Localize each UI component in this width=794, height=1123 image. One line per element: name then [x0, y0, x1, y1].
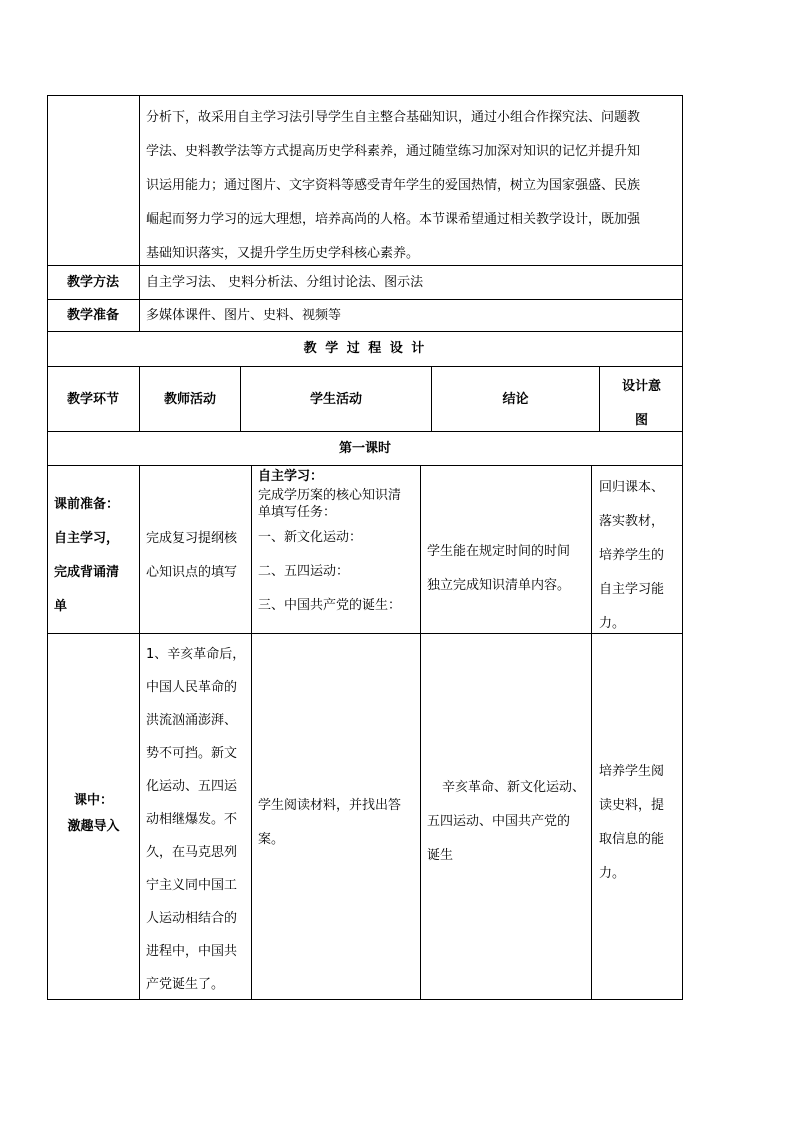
inclass-purpose-line: 培养学生阅 [599, 764, 665, 779]
header-purpose-line: 图 [634, 413, 648, 428]
intro-paragraph [146, 101, 681, 271]
inclass-teacher-line: 动相继爆发。不 [146, 812, 238, 827]
preclass-purpose-line: 落实教材， [599, 514, 665, 529]
intro-line: 学法、史料教学法等方式提高历史学科素养，通过随堂练习加深对知识的记忆并提升知 [146, 144, 641, 159]
inclass-teacher-line: 洪流汹涌澎湃、 [146, 713, 238, 728]
preclass-student-heading: 自主学习： [258, 469, 324, 484]
inclass-teacher-line: 进程中，中国共 [146, 944, 238, 959]
preclass-stage-line: 单 [54, 599, 68, 614]
inclass-student-line: 学生阅读材料，并找出答 [258, 798, 402, 813]
preclass-student-task: 单填写任务： [258, 505, 337, 520]
inclass-student-line: 案。 [258, 832, 285, 847]
header-stage: 教学环节 [47, 367, 140, 432]
intro-label-cell [47, 95, 140, 266]
inclass-stage [47, 788, 140, 840]
preclass-student-item: 一、新文化运动： [258, 530, 363, 545]
intro-line: 崛起而努力学习的远大理想，培养高尚的人格。本节课希望通过相关教学设计，既加强 [146, 212, 641, 227]
method-label: 教学方法 [47, 266, 140, 300]
intro-line: 识运用能力；通过图片、文字资料等感受青年学生的爱国热情，树立为国家强盛、民族 [146, 178, 641, 193]
header-student: 学生活动 [241, 367, 432, 432]
prep-label: 教学准备 [47, 300, 140, 332]
inclass-purpose [599, 755, 681, 891]
inclass-teacher-line: 宁主义同中国工 [146, 878, 238, 893]
prep-value: 多媒体课件、图片、史料、视频等 [146, 308, 342, 323]
inclass-stage-line: 课中： [73, 793, 113, 808]
inclass-purpose-line: 取信息的能 [599, 832, 665, 847]
inclass-conclusion-line: 辛亥革命、新文化运动、 [442, 780, 586, 795]
preclass-purpose-line: 自主学习能 [599, 582, 665, 597]
header-teacher: 教师活动 [140, 367, 241, 432]
preclass-student-task: 完成学历案的核心知识清 [258, 488, 402, 503]
inclass-purpose-line: 力。 [599, 866, 626, 881]
preclass-student-item: 三、中国共产党的诞生： [258, 598, 402, 613]
inclass-purpose-line: 读史料，提 [599, 798, 665, 813]
inclass-student [258, 789, 420, 857]
header-purpose [600, 370, 683, 438]
preclass-purpose-line: 力。 [599, 616, 626, 631]
preclass-student [258, 467, 420, 623]
inclass-conclusion-line: 诞生 [427, 848, 454, 863]
inclass-teacher-line: 产党诞生了。 [146, 977, 225, 992]
header-purpose-line: 设计意 [621, 379, 661, 394]
inclass-teacher-line: 1、辛亥革命后， [146, 647, 246, 662]
preclass-teacher [146, 522, 250, 590]
inclass-teacher-line: 久，在马克思列 [146, 845, 238, 860]
inclass-conclusion-line: 五四运动、中国共产党的 [427, 814, 571, 829]
lesson-title: 第一课时 [47, 432, 683, 466]
preclass-conclusion [427, 535, 591, 603]
inclass-teacher-line: 势不可挡。新文 [146, 746, 238, 761]
preclass-stage [54, 488, 138, 624]
preclass-stage-line: 完成背诵清 [54, 565, 120, 580]
intro-line: 基础知识落实，又提升学生历史学科核心素养。 [146, 246, 420, 261]
header-conclusion: 结论 [432, 367, 600, 432]
preclass-purpose-line: 培养学生的 [599, 548, 665, 563]
preclass-purpose-line: 回归课本、 [599, 480, 665, 495]
method-value: 自主学习法、 史料分析法、分组讨论法、图示法 [146, 275, 424, 290]
preclass-student-item: 二、五四运动： [258, 564, 350, 579]
preclass-stage-line: 自主学习， [54, 531, 120, 546]
inclass-conclusion [427, 771, 591, 873]
intro-line: 分析下，故采用自主学习法引导学生自主整合基础知识，通过小组合作探究法、问题教 [146, 110, 641, 125]
inclass-teacher-line: 化运动、五四运 [146, 779, 238, 794]
preclass-purpose [599, 471, 681, 641]
preclass-conclusion-line: 学生能在规定时间的时间 [427, 544, 571, 559]
preclass-teacher-line: 完成复习提纲核 [146, 531, 238, 546]
inclass-teacher-line: 中国人民革命的 [146, 680, 238, 695]
preclass-stage-line: 课前准备： [54, 497, 120, 512]
inclass-teacher [146, 638, 250, 1001]
process-title: 教 学 过 程 设 计 [47, 332, 683, 367]
inclass-teacher-line: 人运动相结合的 [146, 911, 238, 926]
preclass-teacher-line: 心知识点的填写 [146, 565, 238, 580]
inclass-stage-line: 激趣导入 [67, 819, 120, 834]
preclass-conclusion-line: 独立完成知识清单内容。 [427, 578, 571, 593]
